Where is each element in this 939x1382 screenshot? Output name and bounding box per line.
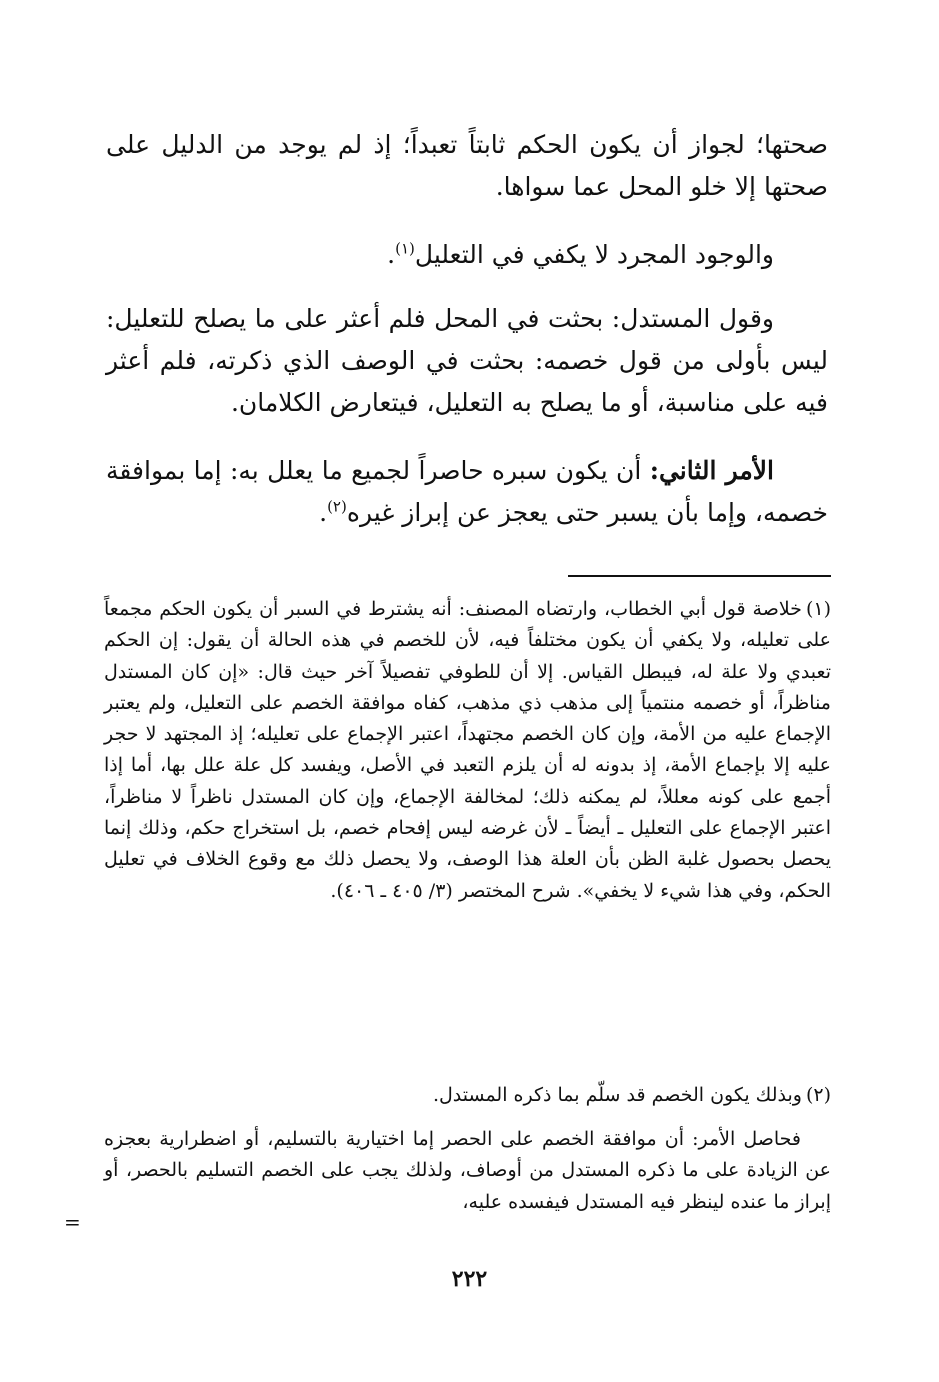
- footnote-ref-2[interactable]: (٢): [327, 497, 347, 516]
- footnote-text: فحاصل الأمر: أن موافقة الخصم على الحصر إما اختيارية بالتسليم، أو اضطرارية بعجزه عن الزيادة على ما ذكره المستدل من أوصاف، ولذلك يجب على الخصم التسليم بالحصر، أو إبراز ما عنده لينظر فيه المستدل فيفسده عليه،: [104, 1128, 831, 1213]
- main-paragraph-1: [106, 124, 828, 208]
- paragraph-text: والوجود المجرد لا يكفي في التعليل: [414, 240, 774, 269]
- main-paragraph-4: [106, 450, 828, 534]
- footnote-1: [104, 594, 831, 907]
- paragraph-text: صحتها؛ لجواز أن يكون الحكم ثابتاً تعبداً؛ إذ لم يوجد من الدليل على صحتها إلا خلو المحل عما سواها.: [106, 130, 828, 201]
- footnote-number: (١): [805, 598, 831, 620]
- footnote-ref-1[interactable]: (١): [395, 239, 415, 258]
- footnote-2: [104, 1080, 831, 1111]
- section-heading: الأمر الثاني:: [649, 456, 774, 485]
- footnote-2-continued: [104, 1124, 831, 1218]
- paragraph-end: .: [387, 240, 396, 269]
- main-paragraph-2: [106, 234, 828, 276]
- main-paragraph-3: [106, 298, 828, 424]
- footnote-text: خلاصة قول أبي الخطاب، وارتضاه المصنف: أنه يشترط في السبر أن يكون الحكم مجمعاً على تعليله، ولا يكفي أن يكون مختلفاً فيه، لأن للخصم في هذه الحالة أن يقول: إن الحكم تعبدي ولا علة له، فيبطل القياس. إلا أن للطوفي تفصيلاً آخر حيث قال: «إن كان المستدل مناظراً، أو خصمه منتمياً إلى مذهب ذي مذهب، كفاه موافقة الخصم على التعليل، ولم يعتبر الإجماع عليه من الأمة، وإن كان الخصم مجتهداً، اعتبر الإجماع على تعليله؛ إذ المجتهد لا حجر عليه إلا بإجماع الأمة، إذ بدونه له أن يلزم التعبد في الأصل، ويفسد كل علة علل بها، أما إذا أجمع على كونه معللاً، لم يمكنه ذلك؛ لمخالفة الإجماع، وإن كان المستدل ناظراً لا مناظراً، اعتبر الإجماع على التعليل ـ أيضاً ـ لأن غرضه ليس إفحام خصم، بل استخراج حكم، وذلك إنما يحصل بحصول غلبة الظن بأن العلة هذا الوصف، ولا يحصل ذلك مع وقوع الخلاف في تعليل الحكم، وفي هذا شيء لا يخفي». شرح المختصر (٣/ ٤٠٥ ـ ٤٠٦).: [104, 598, 831, 902]
- paragraph-text: أن يكون سبره حاصراً لجميع ما يعلل به: إما بموافقة خصمه، وإما بأن يسبر حتى يعجز عن إبراز غيره: [106, 456, 828, 527]
- footnote-text: وبذلك يكون الخصم قد سلّم بما ذكره المستدل.: [432, 1084, 802, 1106]
- page-number: ٢٢٢: [451, 1266, 488, 1292]
- paragraph-end: .: [319, 498, 328, 527]
- footnote-number: (٢): [805, 1084, 831, 1106]
- footnote-divider: [568, 575, 831, 577]
- continuation-mark: =: [64, 1210, 81, 1234]
- paragraph-text: وقول المستدل: بحثت في المحل فلم أعثر على ما يصلح للتعليل: ليس بأولى من قول خصمه: بحثت في الوصف الذي ذكرته، فلم أعثر فيه على مناسبة، أو ما يصلح به التعليل، فيتعارض الكلامان.: [106, 304, 828, 417]
